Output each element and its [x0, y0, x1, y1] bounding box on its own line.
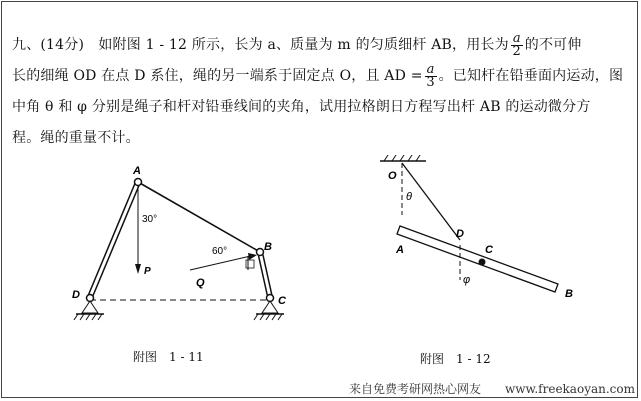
force-q-arrow [248, 253, 257, 260]
angle-60-label: 60° [212, 246, 228, 257]
caption-fig-1-12: 附图 1 - 12 [420, 352, 491, 366]
problem-text [12, 30, 632, 154]
angle-30-label: 30° [142, 214, 158, 225]
source-footer: 来自免费考研网热心网友 www.freekaoyan.com [348, 382, 635, 396]
text-line1-a: 九、(14分) 如附图 1 - 12 所示，长为 a、质量为 m 的匀质细杆 AB，用长为 [12, 37, 509, 53]
label-b: B [565, 288, 573, 300]
rod-ab [397, 226, 558, 292]
label-d: D [72, 289, 80, 301]
frac-den: 3 [426, 74, 435, 90]
label-d: D [456, 228, 464, 240]
label-b: B [264, 241, 272, 253]
label-phi: φ [463, 274, 471, 286]
problem-line-2 [12, 61, 632, 92]
frac-num: a [426, 61, 435, 77]
caption-fig-1-11: 附图 1 - 11 [133, 350, 204, 364]
label-q: Q [196, 277, 205, 289]
problem-line-4: 程。绳的重量不计。 [12, 130, 140, 146]
fraction-a-over-3 [425, 61, 437, 90]
figure-1-11 [60, 160, 320, 335]
text-line1-b: 的不可伸 [524, 37, 582, 53]
label-o: O [388, 170, 397, 182]
fraction-a-over-2 [511, 30, 523, 59]
frac-num: a [512, 30, 521, 46]
force-q-line [190, 255, 255, 270]
support-d [74, 301, 104, 320]
label-c: C [278, 295, 286, 307]
problem-line-3: 中角 θ 和 φ 分别是绳子和杆对铅垂线间的夹角，试用拉格朗日方程写出杆 AB 的运动微分方 [12, 99, 591, 115]
text-line2-b: 。已知杆在铅垂面内运动，图 [438, 68, 624, 84]
label-a: A [396, 244, 404, 256]
pin-b [257, 249, 264, 256]
label-c: C [485, 244, 493, 256]
label-theta: θ [406, 191, 412, 203]
label-p: P [144, 266, 151, 277]
center-c [479, 259, 486, 266]
problem-line-1 [12, 30, 632, 61]
figure-1-12 [370, 155, 600, 305]
pin-a [135, 179, 142, 186]
label-a: A [133, 165, 141, 177]
force-p-arrow [135, 264, 141, 274]
text-line2-a: 长的细绳 OD 在点 D 系住，绳的另一端系于固定点 O，且 AD = [12, 68, 423, 84]
frac-den: 2 [512, 43, 522, 59]
